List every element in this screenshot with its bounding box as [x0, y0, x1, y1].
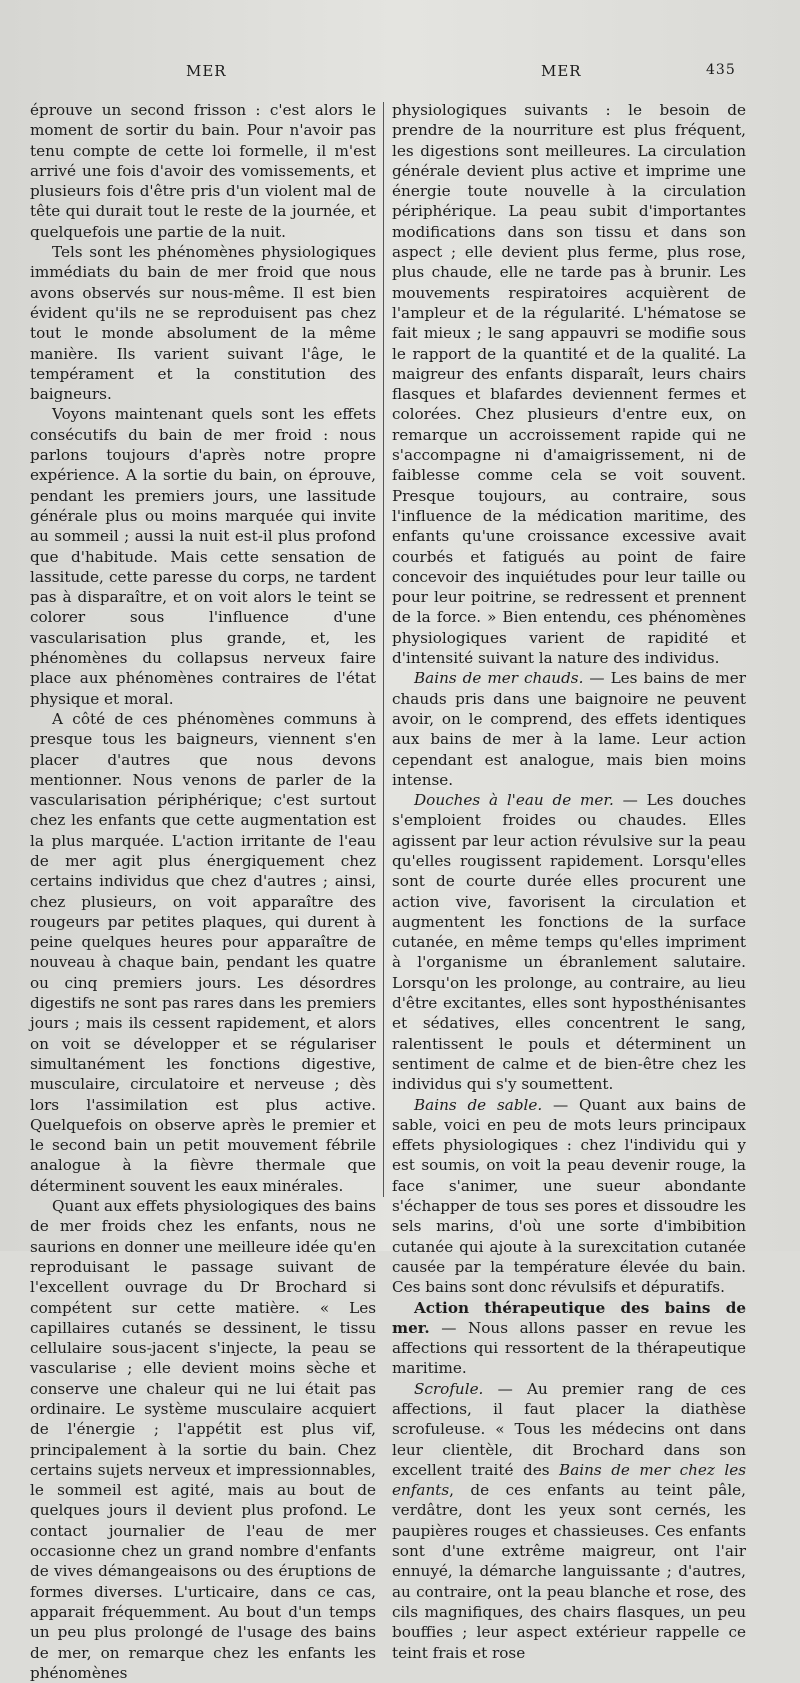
left-column: [30, 100, 376, 1683]
paragraph: physiologiques suivants : le besoin de prendre de la nourriture est plus fréquent, les digestions sont meilleures. La circulation générale devient plus active et imprime une énergie toute nouvelle à la circulation périphérique. La peau subit d'importantes modifications dans son tissu et dans son aspect ; elle devient plus ferme, plus rose, plus chaude, elle ne tarde pas à brunir. Les mouvements respiratoires acquièrent de l'ampleur et de la régularité. L'hématose se fait mieux ; le sang appauvri se modifie sous le rapport de la quantité et de la qualité. La maigreur des enfants disparaît, leurs chairs flasques et blafardes deviennent fermes et colorées. Chez plusieurs d'entre eux, on remarque un accroissement rapide qui ne s'accompagne ni d'amaigrissement, ni de faiblesse comme cela se voit souvent. Presque toujours, au contraire, sous l'influence de la médication maritime, des enfants qu'une croissance excessive avait courbés et fatigués au point de faire concevoir des inquiétudes pour leur taille ou pour leur poitrine, se redressent et prennent de la force. » Bien entendu, ces phénomènes physiologiques varient de rapidité et d'intensité suivant la nature des individus.: [392, 101, 746, 668]
right-column: [392, 100, 746, 1663]
paragraph: Bains de mer chauds. — Les bains de mer chauds pris dans une baignoire ne peuvent avoir, on le comprend, des effets identiques aux bains de mer à la lame. Leur action cependant est analogue, mais bien moins intense.: [392, 669, 746, 789]
paragraph: éprouve un second frisson : c'est alors le moment de sortir du bain. Pour n'avoir pas tenu compte de cette loi formelle, il m'est arrivé une fois d'avoir des vomissements, et plusieurs fois d'être pris d'un violent mal de tête qui durait tout le reste de la journée, et quelquefois une partie de la nuit.: [30, 101, 376, 241]
paragraph: Douches à l'eau de mer. — Les douches s'emploient froides ou chaudes. Elles agissent par leur action révulsive sur la peau qu'elles rougissent rapidement. Lorsqu'elles sont de courte durée elles procurent une action vive, favorisent la circulation et augmentent les fonctions de la surface cutanée, en même temps qu'elles impriment à l'organisme un ébranlement salutaire. Lorsqu'on les prolonge, au contraire, au lieu d'être excitantes, elles sont hyposthénisantes et sédatives, elles concentrent le sang, ralentissent le pouls et déterminent un sentiment de calme et de bien-être chez les individus qui s'y soumettent.: [392, 791, 746, 1094]
left-running-title: MER: [186, 62, 227, 80]
section-heading: Douches à l'eau de mer.: [414, 791, 614, 810]
paragraph: Scrofule. — Au premier rang de ces affections, il faut placer la diathèse scrofuleuse. « Tous les médecins ont dans leur clientèle, dit Brochard dans son excellent traité des Bains de mer chez les enfants, de ces enfants au teint pâle, verdâtre, dont les yeux sont cernés, les paupières rouges et chassieuses. Ces enfants sont d'une extrême maigreur, ont l'air ennuyé, la démarche languissante ; d'autres, au contraire, ont la peau blanche et rose, des cils magnifiques, des chairs flasques, un peu bouffies ; leur aspect extérieur rappelle ce teint frais et rose: [392, 1379, 746, 1662]
book-title: Bains de mer chez les enfants: [392, 1460, 746, 1500]
right-running-title: MER: [541, 62, 582, 80]
section-heading: Action thérapeutique des bains de mer.: [392, 1298, 746, 1337]
paragraph: A côté de ces phénomènes communs à presque tous les baigneurs, viennent s'en placer d'autres que nous devons mentionner. Nous venons de parler de la vascularisation périphérique; c'est surtout chez les enfants que cette augmentation est la plus marquée. L'action irritante de l'eau de mer agit plus énergiquement chez certains individus que chez d'autres ; ainsi, chez plusieurs, on voit apparaître des rougeurs par petites plaques, qui durent à peine quelques heures pour apparaître de nouveau à chaque bain, pendant les quatre ou cinq premiers jours. Les désordres digestifs ne sont pas rares dans les premiers jours ; mais ils cessent rapidement, et alors on voit se développer et se régulariser simultanément les fonctions digestive, musculaire, circulatoire et nerveuse ; dès lors l'assimilation est plus active. Quelquefois on observe après le premier et le second bain un petit mouvement fébrile analogue à la fièvre thermale que déterminent souvent les eaux minérales.: [30, 709, 376, 1195]
running-header: [0, 62, 800, 86]
paragraph: Voyons maintenant quels sont les effets consécutifs du bain de mer froid : nous parlons toujours d'après notre propre expérience. A la sortie du bain, on éprouve, pendant les premiers jours, une lassitude générale plus ou moins marquée qui invite au sommeil ; aussi la nuit est-il plus profond que d'habitude. Mais cette sensation de lassitude, cette paresse du corps, ne tardent pas à disparaître, et on voit alors le teint se colorer sous l'influence d'une vascularisation plus grande, et, les phénomènes du collapsus nerveux faire place aux phénomènes contraires de l'état physique et moral.: [30, 405, 376, 708]
section-heading: Scrofule.: [414, 1379, 484, 1398]
paragraph: Tels sont les phénomènes physiologiques immédiats du bain de mer froid que nous avons observés sur nous-même. Il est bien évident qu'ils ne se reproduisent pas chez tout le monde absolument de la même manière. Ils varient suivant l'âge, le tempérament et la constitution des baigneurs.: [30, 243, 376, 404]
page-number: 435: [706, 62, 736, 78]
section-heading: Bains de sable.: [414, 1095, 543, 1114]
column-divider: [383, 102, 384, 1197]
paragraph: Action thérapeutique des bains de mer. — Nous allons passer en revue les affections qui ressortent de la thérapeutique maritime.: [392, 1298, 746, 1378]
section-heading: Bains de mer chauds.: [414, 669, 584, 688]
paragraph: Quant aux effets physiologiques des bains de mer froids chez les enfants, nous ne saurions en donner une meilleure idée qu'en reproduisant le passage suivant de l'excellent ouvrage du Dr Brochard si compétent sur cette matière. « Les capillaires cutanés se dessinent, le tissu cellulaire sous-jacent s'injecte, la peau se vascularise ; elle devient moins sèche et conserve une chaleur qui ne lui était pas ordinaire. Le système musculaire acquiert de l'énergie ; l'appétit est plus vif, principalement à la sortie du bain. Chez certains sujets nerveux et impressionnables, le sommeil est agité, mais au bout de quelques jours il devient plus profond. Le contact journalier de l'eau de mer occasionne chez un grand nombre d'enfants de vives démangeaisons ou des éruptions de formes diverses. L'urticaire, dans ce cas, apparait fréquemment. Au bout d'un temps un peu plus prolongé de l'usage des bains de mer, on remarque chez les enfants les phénomènes: [30, 1197, 376, 1682]
paragraph: Bains de sable. — Quant aux bains de sable, voici en peu de mots leurs principaux effets physiologiques : chez l'individu qui y est soumis, on voit la peau devenir rouge, la face s'animer, une sueur abondante s'échapper de tous ses pores et dissoudre les sels marins, d'où une sorte d'imbibition cutanée qui ajoute à la surexcitation cutanée causée par la température élevée du bain. Ces bains sont donc révulsifs et dépuratifs.: [392, 1095, 746, 1297]
